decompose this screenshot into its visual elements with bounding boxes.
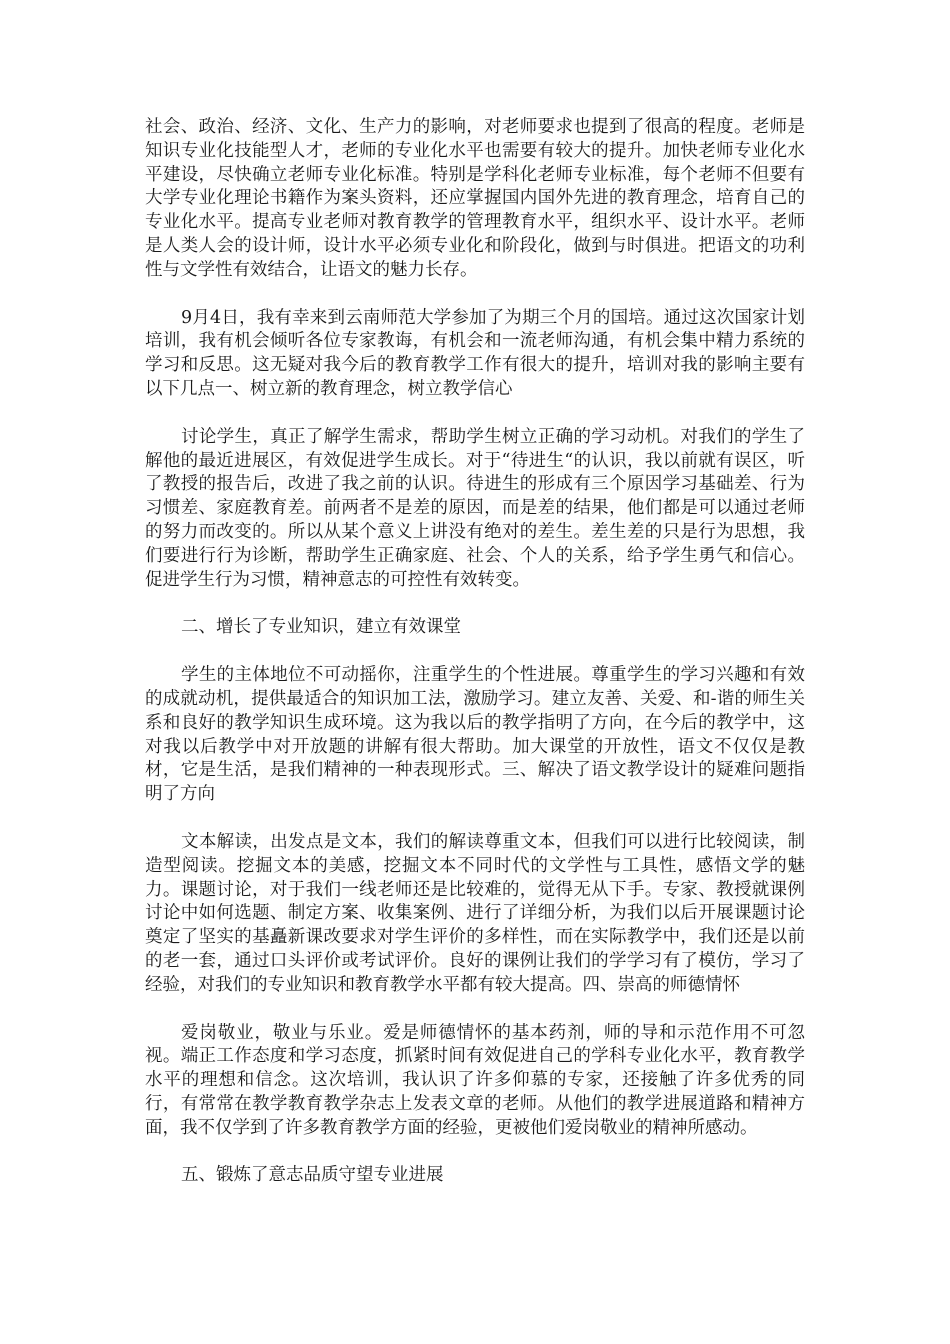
paragraph-national-training: 9月4日，我有幸来到云南师范大学参加了为期三个月的国培。通过这次国家计划培训，我有机会倾听各位专家教诲，有机会和一流老师沟通，有机会集中精力系统的学习和反思。这无疑对我今后的教育教学工作有很大的提升，培训对我的影响主要有以下几点一、树立新的教育理念，树立教学信心	[145, 307, 805, 399]
paragraph-text-reading: 文本解读，出发点是文本，我们的解读尊重文本，但我们可以进行比较阅读，制造型阅读。挖掘文本的美感，挖掘文本不同时代的文学性与工具性，感悟文学的魅力。课题讨论，对于我们一线老师还是比较难的，觉得无从下手。专家、教授就课例讨论中如何选题、制定方案、收集案例、进行了详细分析，为我们以后开展课题讨论奠定了坚实的基矗新课改要求对学生评价的多样性，而在实际教学中，我们还是以前的老一套，通过口头评价或考试评价。良好的课例让我们的学学习有了模仿，学习了经验，对我们的专业知识和教育教学水平都有较大提高。四、崇高的师德情怀	[145, 831, 805, 995]
document-body	[145, 116, 805, 1212]
paragraph-dedication: 爱岗敬业，敬业与乐业。爱是师德情怀的基本药剂，师的导和示范作用不可忽视。端正工作态度和学习态度，抓紧时间有效促进自己的学科专业化水平，教育教学水平的理想和信念。这次培训，我认识了许多仰慕的专家，还接触了许多优秀的同行，有常常在教学教育教学杂志上发表文章的老师。从他们的教学进展道路和精神方面，我不仅学到了许多教育教学方面的经验，更被他们爱岗敬业的精神所感动。	[145, 1022, 805, 1138]
paragraph-student-subject: 学生的主体地位不可动摇你，注重学生的个性进展。尊重学生的学习兴趣和有效的成就动机，提供最适合的知识加工法，激励学习。建立友善、关爱、和-谐的师生关系和良好的教学知识生成环境。这为我以后的教学指明了方向，在今后的教学中，这对我以后教学中对开放题的讲解有很大帮助。加大课堂的开放性，语文不仅仅是教材，它是生活，是我们精神的一种表现形式。三、解决了语文教学设计的疑难问题指明了方向	[145, 665, 805, 805]
paragraph-intro: 社会、政治、经济、文化、生产力的影响，对老师要求也提到了很高的程度。老师是知识专业化技能型人才，老师的专业化水平也需要有较大的提升。加快老师专业化水平建设，尽快确立老师专业化标准。特别是学科化老师专业标准，每个老师不但要有大学专业化理论书籍作为案头资料，还应掌握国内国外先进的教育理念，培育自己的专业化水平。提高专业老师对教育教学的管理教育水平，组织水平、设计水平。老师是人类人会的设计师，设计水平必须专业化和阶段化，做到与时俱进。把语文的功利性与文学性有效结合，让语文的魅力长存。	[145, 117, 805, 280]
section-heading-5: 五、锻炼了意志品质守望专业进展	[181, 1165, 444, 1186]
section-heading-2: 二、增长了专业知识，建立有效课堂	[181, 617, 461, 638]
paragraph-study-students: 讨论学生，真正了解学生需求，帮助学生树立正确的学习动机。对我们的学生了解他的最近进展区，有效促进学生成长。对于“待进生“的认识，我以前就有误区，听了教授的报告后，改进了我之前的认识。待进生的形成有三个原因学习基础差、行为习惯差、家庭教育差。前两者不是差的原因，而是差的结果，他们都是可以通过老师的努力而改变的。所以从某个意义上讲没有绝对的差生。差生差的只是行为思想，我们要进行行为诊断，帮助学生正确家庭、社会、个人的关系，给予学生勇气和信心。促进学生行为习惯，精神意志的可控性有效转变。	[145, 426, 805, 590]
